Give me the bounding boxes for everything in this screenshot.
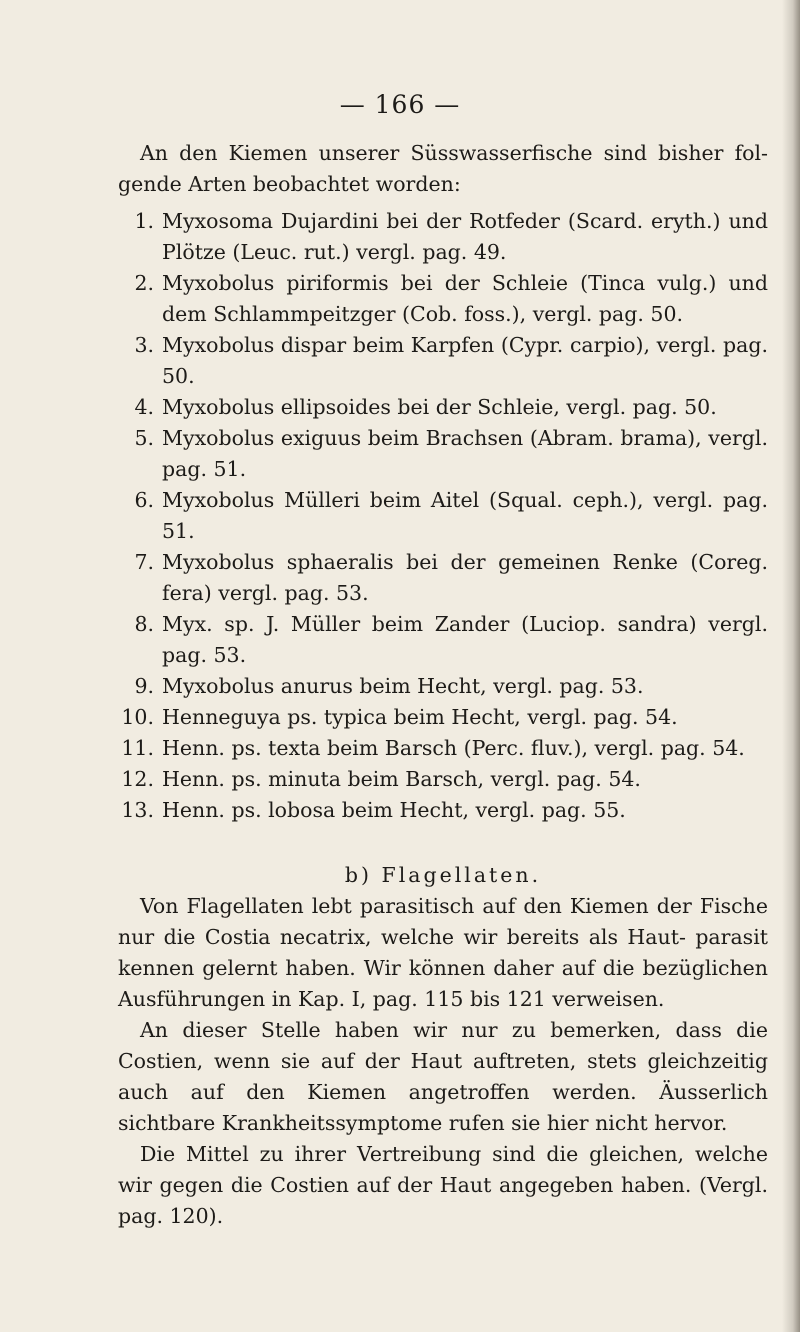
intro-paragraph: An den Kiemen unserer Süsswasserfische sind bisher fol- gende Arten beobachtet worden: bbox=[118, 141, 768, 196]
list-item bbox=[118, 392, 768, 423]
item-number: 2. bbox=[134, 271, 154, 295]
item-number: 12. bbox=[121, 767, 154, 791]
item-text: Myxobolus Mülleri beim Aitel (Squal. ceph.), vergl. pag. 51. bbox=[162, 488, 768, 543]
item-text: Myxobolus exiguus beim Brachsen (Abram. brama), vergl. pag. 51. bbox=[162, 426, 768, 481]
item-number: 10. bbox=[121, 705, 154, 729]
item-number: 8. bbox=[134, 612, 154, 636]
item-number: 11. bbox=[121, 736, 154, 760]
item-text: Myxobolus dispar beim Karpfen (Cypr. carpio), vergl. pag. 50. bbox=[162, 333, 768, 388]
body-paragraph: Von Flagellaten lebt parasitisch auf den Kiemen der Fische nur die Costia necatrix, welche wir bereits als Haut- parasit kennen gelernt haben. Wir können daher auf die bezüglichen Ausführungen in Kap. I, pag. 115 bis 121 verweisen. bbox=[118, 894, 768, 1011]
list-item bbox=[118, 702, 768, 733]
list-item bbox=[118, 206, 768, 268]
item-text: Henn. ps. minuta beim Barsch, vergl. pag. 54. bbox=[162, 767, 641, 791]
page-body bbox=[118, 138, 768, 1232]
item-number: 5. bbox=[134, 426, 154, 450]
list-item bbox=[118, 485, 768, 547]
list-item bbox=[118, 795, 768, 826]
item-number: 9. bbox=[134, 674, 154, 698]
item-text: Henn. ps. lobosa beim Hecht, vergl. pag. 55. bbox=[162, 798, 626, 822]
item-text: Henn. ps. texta beim Barsch (Perc. fluv.), vergl. pag. 54. bbox=[162, 736, 745, 760]
list-item bbox=[118, 609, 768, 671]
item-text: Myxobolus sphaeralis bei der gemeinen Renke (Coreg. fera) vergl. pag. 53. bbox=[162, 550, 768, 605]
item-number: 3. bbox=[134, 333, 154, 357]
item-text: Myx. sp. J. Müller beim Zander (Luciop. sandra) vergl. pag. 53. bbox=[162, 612, 768, 667]
page-number: — 166 — bbox=[339, 90, 461, 119]
item-number: 13. bbox=[121, 798, 154, 822]
item-number: 7. bbox=[134, 550, 154, 574]
body-paragraph: Die Mittel zu ihrer Vertreibung sind die gleichen, welche wir gegen die Costien auf der Haut angegeben haben. (Vergl. pag. 120). bbox=[118, 1142, 768, 1228]
item-number: 6. bbox=[134, 488, 154, 512]
item-text: Myxobolus anurus beim Hecht, vergl. pag. 53. bbox=[162, 674, 644, 698]
list-item bbox=[118, 671, 768, 702]
page-edge-shadow bbox=[782, 0, 800, 1332]
item-number: 4. bbox=[134, 395, 154, 419]
item-number: 1. bbox=[134, 209, 154, 233]
item-text: Henneguya ps. typica beim Hecht, vergl. pag. 54. bbox=[162, 705, 678, 729]
list-item bbox=[118, 764, 768, 795]
list-item bbox=[118, 547, 768, 609]
item-text: Myxosoma Dujardini bei der Rotfeder (Scard. eryth.) und Plötze (Leuc. rut.) vergl. pag. 49. bbox=[162, 209, 768, 264]
list-item bbox=[118, 330, 768, 392]
species-list bbox=[118, 206, 768, 826]
list-item bbox=[118, 423, 768, 485]
item-text: Myxobolus piriformis bei der Schleie (Tinca vulg.) und dem Schlammpeitzger (Cob. foss.), vergl. pag. 50. bbox=[162, 271, 768, 326]
section-heading: b) Flagellaten. bbox=[344, 863, 542, 887]
item-text: Myxobolus ellipsoides bei der Schleie, vergl. pag. 50. bbox=[162, 395, 717, 419]
list-item bbox=[118, 268, 768, 330]
body-paragraph: An dieser Stelle haben wir nur zu bemerken, dass die Costien, wenn sie auf der Haut auftreten, stets gleichzeitig auch auf den Kiemen angetroffen werden. Äusserlich sichtbare Krankheitssymptome rufen sie hier nicht hervor. bbox=[118, 1018, 768, 1135]
list-item bbox=[118, 733, 768, 764]
